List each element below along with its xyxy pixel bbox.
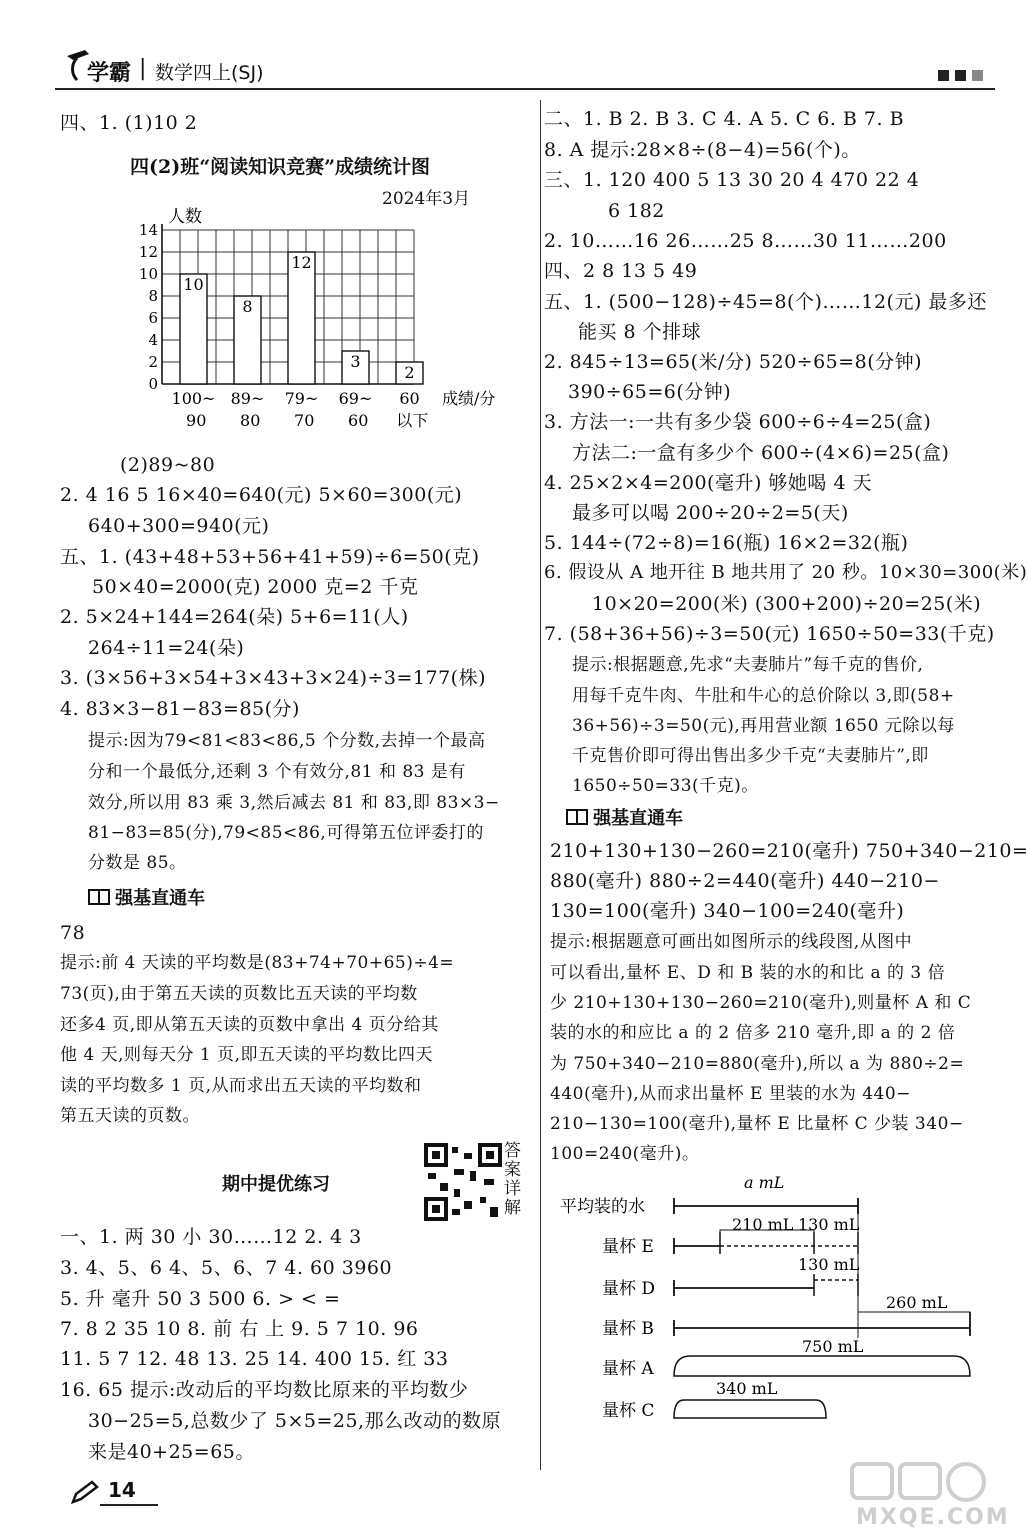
hint-line: 装的水的和应比 a 的 2 倍多 210 毫升,即 a 的 2 倍 bbox=[550, 1023, 956, 1043]
book-icon bbox=[88, 887, 110, 907]
answer-line: 3. 4、5、6 4、5、6、7 4. 60 3960 bbox=[60, 1257, 393, 1279]
segment-diagram bbox=[550, 1168, 990, 1428]
watermark-icon bbox=[850, 1460, 1010, 1530]
hint-line: 提示:根据题意,先求“夫妻肺片”每千克的售价, bbox=[572, 655, 924, 675]
footer-rule bbox=[100, 1504, 158, 1506]
diagram-row-label: 量杯 C bbox=[602, 1401, 655, 1421]
hint-line: 第五天读的页数。 bbox=[60, 1106, 200, 1126]
answer-line: 7. 8 2 35 10 8. 前 右 上 9. 5 7 10. 96 bbox=[60, 1318, 419, 1340]
hint-line: 81−83=85(分),79<85<86,可得第五位评委打的 bbox=[88, 823, 484, 843]
hint-line: 还多4 页,即从第五天读的页数中拿出 4 页分给其 bbox=[60, 1015, 439, 1035]
hint-line: 千克售价即可得出售出多少千克“夫妻肺片”,即 bbox=[572, 746, 929, 766]
diagram-row-label: 量杯 D bbox=[602, 1279, 656, 1299]
diagram-value-label: 210 mL bbox=[732, 1215, 794, 1234]
y-tick-label: 10 bbox=[138, 265, 158, 283]
header-square-icon bbox=[955, 70, 966, 81]
hint-line: 100=240(毫升)。 bbox=[550, 1144, 700, 1164]
answer-line: 一、1. 两 30 小 30……12 2. 4 3 bbox=[60, 1226, 362, 1248]
y-axis-label: 人数 bbox=[168, 207, 202, 227]
bar-value-label: 12 bbox=[291, 253, 312, 272]
book-icon bbox=[566, 807, 588, 827]
hint-line: 分和一个最低分,还剩 3 个有效分,81 和 83 是有 bbox=[88, 762, 466, 782]
header bbox=[55, 56, 995, 88]
x-tick-label: 以下 bbox=[396, 411, 429, 430]
y-tick-label: 14 bbox=[138, 221, 158, 239]
answer-line: 8. A 提示:28×8÷(8−4)=56(个)。 bbox=[544, 139, 861, 161]
segment-brace bbox=[674, 1400, 826, 1418]
x-tick-label: 100~ bbox=[171, 389, 216, 408]
hint-line: 210−130=100(毫升),量杯 E 比量杯 C 少装 340− bbox=[550, 1114, 964, 1134]
column-divider bbox=[540, 100, 541, 1470]
section-heading bbox=[566, 804, 683, 830]
answer-line: 50×40=2000(克) 2000 克=2 千克 bbox=[92, 576, 419, 598]
hint-line: 他 4 天,则每天分 1 页,即五天读的平均数比四天 bbox=[60, 1045, 434, 1065]
header-rule bbox=[55, 88, 995, 90]
diagram-row-label: 量杯 B bbox=[602, 1319, 654, 1339]
answer-line: 16. 65 提示:改动后的平均数比原来的平均数少 bbox=[60, 1379, 469, 1401]
x-tick-label: 60 bbox=[348, 411, 369, 430]
section-title: 期中提优练习 bbox=[222, 1174, 330, 1195]
qr-code-icon bbox=[424, 1143, 502, 1221]
answer-line: 四、2 8 13 5 49 bbox=[544, 260, 698, 282]
header-square-icon bbox=[972, 70, 983, 81]
hint-line: 440(毫升),从而求出量杯 E 里装的水为 440− bbox=[550, 1084, 911, 1104]
answer-line: 880(毫升) 880÷2=440(毫升) 440−210− bbox=[550, 870, 940, 892]
hint-line: 用每千克牛肉、牛肚和牛心的总价除以 3,即(58+ bbox=[572, 686, 955, 706]
brand-name: 学霸 bbox=[87, 61, 132, 86]
x-tick-label: 89~ bbox=[230, 389, 265, 408]
hint-line: 提示:前 4 天读的平均数是(83+74+70+65)÷4= bbox=[60, 953, 455, 973]
answer-line: 最多可以喝 200÷20÷2=5(天) bbox=[572, 502, 849, 524]
answer-line: 二、1. B 2. B 3. C 4. A 5. C 6. B 7. B bbox=[544, 108, 905, 130]
hint-line: 可以看出,量杯 E、D 和 B 装的水的和比 a 的 3 倍 bbox=[550, 963, 946, 983]
section-heading-text: 强基直通车 bbox=[593, 808, 684, 829]
answer-line: 5. 144÷(72÷8)=16(瓶) 16×2=32(瓶) bbox=[544, 532, 909, 554]
section-heading-text: 强基直通车 bbox=[115, 888, 206, 909]
bar-value-label: 3 bbox=[350, 352, 361, 371]
diagram-value-label: 130 mL bbox=[798, 1255, 860, 1274]
diagram-row-label: 平均装的水 bbox=[560, 1197, 645, 1217]
answer-line: 10×20=200(米) (300+200)÷20=25(米) bbox=[592, 593, 982, 615]
answer-line: 三、1. 120 400 5 13 30 20 4 470 22 4 bbox=[544, 169, 920, 191]
y-tick-label: 2 bbox=[148, 353, 158, 371]
hint-line: 效分,所以用 83 乘 3,然后减去 81 和 83,即 83×3− bbox=[88, 793, 500, 813]
header-subject: 数学四上(SJ) bbox=[155, 62, 264, 84]
answer-line: 7. (58+36+56)÷3=50(元) 1650÷50=33(千克) bbox=[544, 623, 995, 645]
bar-chart bbox=[140, 200, 520, 432]
hint-line: 1650÷50=33(千克)。 bbox=[572, 776, 759, 796]
chart-title: 四(2)班“阅读知识竞赛”成绩统计图 bbox=[130, 156, 431, 178]
diagram-row-label: 量杯 A bbox=[602, 1359, 654, 1379]
diagram-label-a: a mL bbox=[744, 1173, 785, 1192]
answer-line: 4. 25×2×4=200(毫升) 够她喝 4 天 bbox=[544, 472, 873, 494]
diagram-value-label: 260 mL bbox=[886, 1293, 948, 1312]
section-heading bbox=[88, 884, 205, 910]
answer-line: 来是40+25=65。 bbox=[88, 1441, 255, 1463]
hint-line: 读的平均数多 1 页,从而求出五天读的平均数和 bbox=[60, 1076, 422, 1096]
answer-line: 6. 假设从 A 地开往 B 地共用了 20 秒。10×30=300(米) bbox=[544, 562, 1028, 583]
diagram-value-label: 130 mL bbox=[798, 1215, 860, 1234]
hint-line: 提示:因为79<81<83<86,5 个分数,去掉一个最高 bbox=[88, 731, 486, 751]
diagram-value-label: 750 mL bbox=[802, 1337, 864, 1356]
answer-line: 2. 845÷13=65(米/分) 520÷65=8(分钟) bbox=[544, 351, 923, 373]
y-tick-label: 12 bbox=[138, 243, 158, 261]
answer-line: 四、1. (1)10 2 bbox=[60, 112, 198, 134]
x-tick-label: 90 bbox=[186, 411, 207, 430]
answer-line: 78 bbox=[60, 922, 86, 944]
hint-line: 分数是 85。 bbox=[88, 853, 187, 873]
answer-line: (2)89~80 bbox=[120, 454, 216, 476]
answer-line: 方法二:一盒有多少个 600÷(4×6)=25(盒) bbox=[572, 442, 950, 464]
x-tick-label: 70 bbox=[294, 411, 315, 430]
answer-line: 能买 8 个排球 bbox=[578, 321, 702, 343]
answer-line: 2. 5×24+144=264(朵) 5+6=11(人) bbox=[60, 606, 409, 628]
hint-line: 提示:根据题意可画出如图所示的线段图,从图中 bbox=[550, 932, 913, 952]
segment-brace bbox=[674, 1356, 970, 1376]
qr-label: 答案详解 bbox=[504, 1141, 521, 1218]
segment-bracket bbox=[858, 1312, 970, 1316]
answer-line: 五、1. (500−128)÷45=8(个)……12(元) 最多还 bbox=[544, 291, 987, 313]
answer-line: 390÷65=6(分钟) bbox=[568, 381, 732, 403]
y-tick-label: 0 bbox=[148, 375, 158, 393]
diagram-row-label: 量杯 E bbox=[602, 1237, 654, 1257]
bar-value-label: 10 bbox=[183, 275, 204, 294]
x-tick-label: 79~ bbox=[284, 389, 319, 408]
x-tick-label: 69~ bbox=[338, 389, 373, 408]
pencil-icon bbox=[70, 1480, 100, 1506]
chart-date: 2024年3月 bbox=[382, 189, 471, 209]
page-number: 14 bbox=[108, 1478, 136, 1502]
x-axis-label: 成绩/分 bbox=[442, 389, 496, 408]
hint-line: 73(页),由于第五天读的页数比五天读的平均数 bbox=[60, 984, 418, 1004]
hint-line: 为 750+340−210=880(毫升),所以 a 为 880÷2= bbox=[550, 1054, 965, 1074]
svg-text:MXQE.COM: MXQE.COM bbox=[856, 1505, 1010, 1530]
hint-line: 少 210+130+130−260=210(毫升),则量杯 A 和 C bbox=[550, 993, 972, 1013]
answer-line: 5. 升 毫升 50 3 500 6. > < = bbox=[60, 1288, 341, 1310]
watermark-logo bbox=[850, 1460, 1010, 1539]
bar-value-label: 8 bbox=[242, 297, 253, 316]
answer-line: 3. (3×56+3×54+3×43+3×24)÷3=177(株) bbox=[60, 667, 487, 689]
x-tick-label: 60 bbox=[399, 389, 420, 408]
answer-line: 130=100(毫升) 340−100=240(毫升) bbox=[550, 900, 905, 922]
answer-line: 6 182 bbox=[608, 200, 665, 222]
y-tick-label: 6 bbox=[148, 309, 158, 327]
answer-line: 五、1. (43+48+53+56+41+59)÷6=50(克) bbox=[60, 546, 480, 568]
answer-line: 11. 5 7 12. 48 13. 25 14. 400 15. 红 33 bbox=[60, 1348, 449, 1370]
hint-line: 36+56)÷3=50(元),再用营业额 1650 元除以每 bbox=[572, 716, 955, 736]
y-tick-label: 4 bbox=[148, 331, 158, 349]
header-square-icon bbox=[938, 70, 949, 81]
answer-line: 2. 4 16 5 16×40=640(元) 5×60=300(元) bbox=[60, 484, 463, 506]
bar-value-label: 2 bbox=[404, 363, 415, 382]
answer-line: 640+300=940(元) bbox=[88, 515, 270, 537]
header-separator: | bbox=[139, 56, 147, 81]
answer-line: 2. 10……16 26……25 8……30 11……200 bbox=[544, 230, 947, 252]
answer-line: 30−25=5,总数少了 5×5=25,那么改动的数原 bbox=[88, 1410, 502, 1432]
answer-line: 4. 83×3−81−83=85(分) bbox=[60, 698, 300, 720]
x-tick-label: 80 bbox=[240, 411, 261, 430]
answer-line: 264÷11=24(朵) bbox=[88, 637, 245, 659]
answer-line: 3. 方法一:一共有多少袋 600÷6÷4=25(盒) bbox=[544, 411, 932, 433]
answer-line: 210+130+130−260=210(毫升) 750+340−210= bbox=[550, 840, 1028, 862]
diagram-value-label: 340 mL bbox=[716, 1379, 778, 1398]
y-tick-label: 8 bbox=[148, 287, 158, 305]
